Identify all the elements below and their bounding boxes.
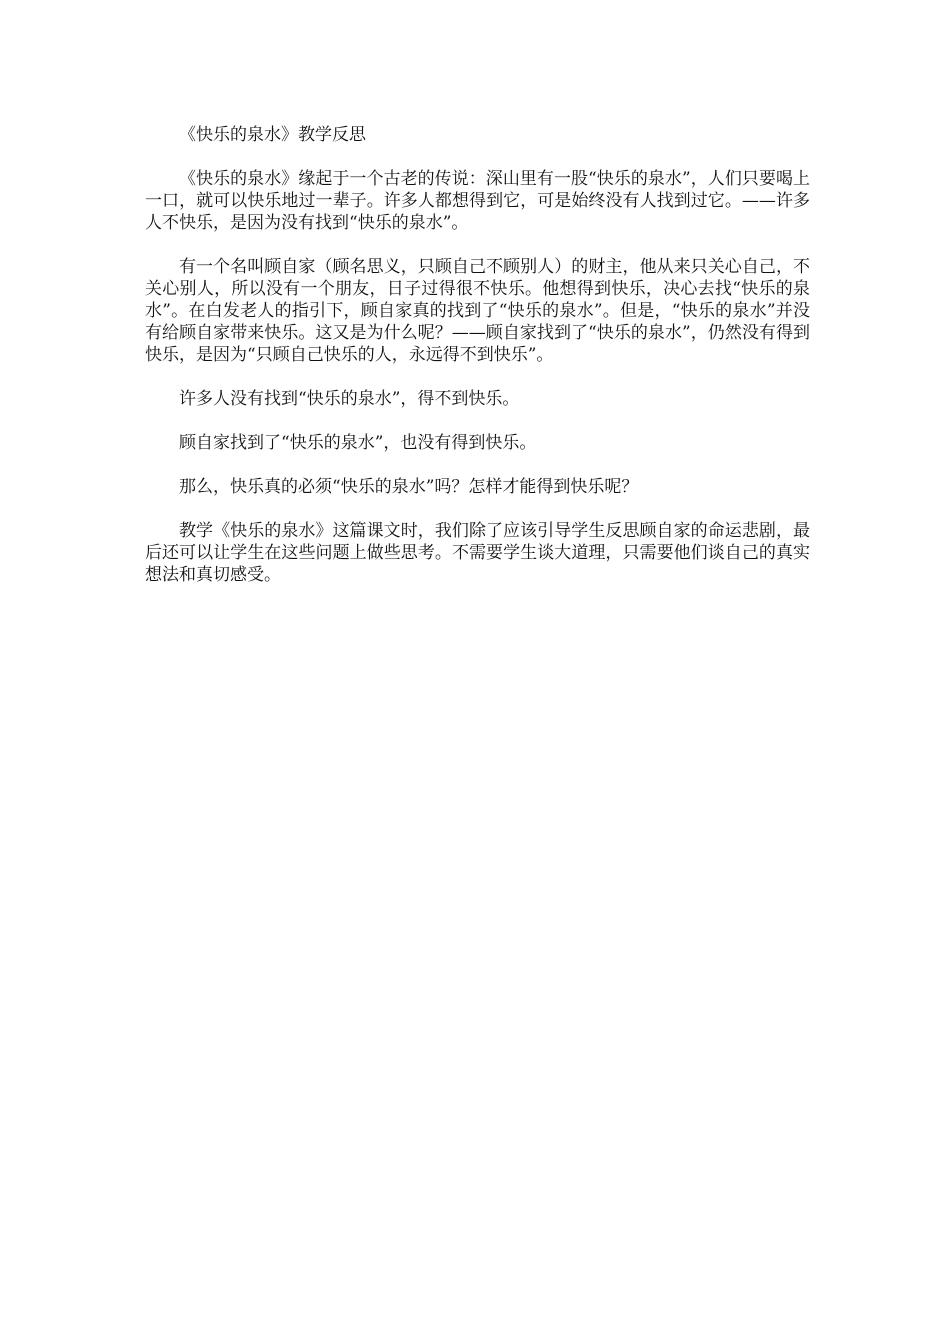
paragraph-gu-zijia: 顾自家找到了“快乐的泉水”，也没有得到快乐。 (179, 433, 537, 453)
paragraph-question: 那么，快乐真的必须“快乐的泉水”吗？怎样才能得到快乐呢？ (179, 477, 639, 497)
document-body (145, 124, 810, 608)
paragraph-story: 有一个名叫顾自家（顾名思义，只顾自己不顾别人）的财主，他从来只关心自己，不关心别人，所以没有一个朋友，日子过得很不快乐。他想得到快乐，决心去找“快乐的泉水”。在白发老人的指引下，顾自家真的找到了“快乐的泉水”。但是，“快乐的泉水”并没有给顾自家带来快乐。这又是为什么呢？——顾自家找到了“快乐的泉水”，仍然没有得到快乐，是因为“只顾自己快乐的人，永远得不到快乐”。 (145, 257, 810, 365)
paragraph-legend: 《快乐的泉水》缘起于一个古老的传说：深山里有一股“快乐的泉水”，人们只要喝上一口，就可以快乐地过一辈子。许多人都想得到它，可是始终没有人找到过它。——许多人不快乐，是因为没有找到“快乐的泉水”。 (145, 169, 810, 233)
paragraph-teaching: 教学《快乐的泉水》这篇课文时，我们除了应该引导学生反思顾自家的命运悲剧，最后还可以让学生在这些问题上做些思考。不需要学生谈大道理，只需要他们谈自己的真实想法和真切感受。 (145, 521, 810, 585)
paragraph-many-people: 许多人没有找到“快乐的泉水”，得不到快乐。 (179, 389, 520, 409)
document-title: 《快乐的泉水》教学反思 (179, 125, 366, 145)
